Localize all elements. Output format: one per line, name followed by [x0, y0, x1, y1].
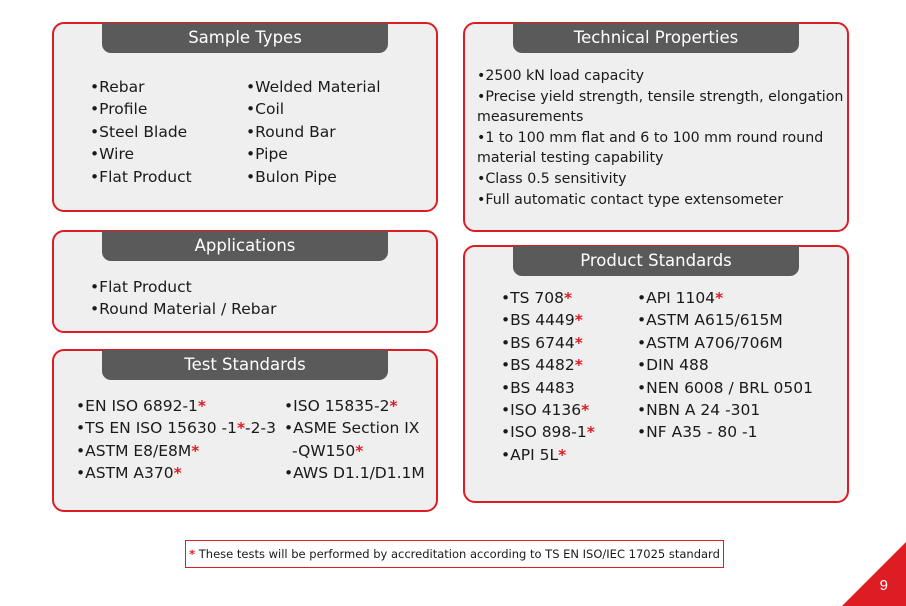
list-item-text: ISO 898-1	[510, 423, 587, 442]
list-item-text: ASTM A615/615M	[646, 311, 783, 330]
product-standards-list-right	[637, 287, 813, 444]
product-standards-panel	[463, 245, 849, 503]
list-item-suffix: -2-3	[245, 419, 276, 438]
list-item	[90, 98, 192, 120]
list-item-text: ASTM E8/E8M	[85, 441, 192, 460]
list-item-text: API 1104	[646, 289, 716, 307]
accreditation-asterisk: *	[355, 441, 364, 460]
list-item	[501, 421, 595, 443]
list-item	[477, 190, 847, 211]
list-item-text: BS 6744	[510, 333, 575, 352]
list-item	[284, 417, 425, 439]
list-item	[501, 309, 595, 331]
accreditation-asterisk: *	[715, 289, 724, 307]
list-item	[90, 276, 277, 298]
list-item-text: -QW150	[292, 441, 356, 460]
list-item-text: ASME Section IX	[293, 419, 420, 438]
technical-properties-panel	[463, 22, 849, 232]
list-item-text: Steel Blade	[99, 122, 188, 141]
list-item	[76, 417, 276, 439]
list-item-text: ISO 15835-2	[293, 397, 390, 415]
list-item	[90, 76, 192, 98]
list-item-text: Rebar	[99, 78, 145, 96]
list-item	[246, 98, 381, 120]
sample-types-header: Sample Types	[102, 23, 388, 53]
accreditation-asterisk: *	[574, 356, 583, 375]
list-item-text: 2500 kN load capacity	[485, 68, 645, 84]
list-item-text: Wire	[99, 145, 135, 164]
sample-types-panel	[52, 22, 438, 212]
list-item-text: TS EN ISO 15630 -1	[85, 419, 237, 438]
list-item-text: ASTM A370	[85, 464, 174, 483]
list-item	[284, 395, 425, 417]
list-item-text: Bulon Pipe	[255, 167, 337, 186]
list-item	[637, 287, 813, 309]
sample-types-list-right	[246, 76, 381, 188]
list-item-text: 1 to 100 mm flat and 6 to 100 mm round round material testing capability	[477, 129, 824, 167]
list-item	[246, 76, 381, 98]
footnote-text: These tests will be performed by accreditation according to TS EN ISO/IEC 17025 standard	[198, 547, 720, 561]
list-item	[501, 354, 595, 376]
list-item	[76, 462, 276, 484]
list-item	[284, 462, 425, 484]
page-number: 9	[879, 577, 888, 594]
footnote-asterisk: *	[189, 547, 196, 561]
technical-properties-header: Technical Properties	[513, 23, 799, 53]
product-standards-list-left	[501, 287, 595, 466]
list-item-text: ISO 4136	[510, 401, 582, 420]
list-item-text: AWS D1.1/D1.1M	[293, 464, 425, 483]
list-item-text: BS 4483	[510, 378, 575, 397]
technical-properties-list	[477, 66, 847, 210]
list-item-text: BS 4449	[510, 311, 575, 330]
list-item	[284, 440, 425, 462]
list-item-text: Welded Material	[255, 78, 381, 96]
applications-list	[90, 276, 277, 321]
list-item	[501, 332, 595, 354]
list-item-text: Class 0.5 sensitivity	[485, 170, 627, 187]
product-standards-header: Product Standards	[513, 246, 799, 276]
accreditation-asterisk: *	[173, 464, 182, 483]
accreditation-asterisk: *	[563, 289, 573, 307]
list-item	[76, 440, 276, 462]
list-item	[477, 128, 847, 169]
list-item-text: NEN 6008 / BRL 0501	[646, 378, 814, 397]
list-item	[90, 298, 277, 320]
list-item	[477, 169, 847, 190]
list-item-text: Precise yield strength, tensile strength, elongation measurements	[477, 88, 844, 126]
list-item	[637, 377, 813, 399]
list-item	[90, 121, 192, 143]
test-standards-panel	[52, 349, 438, 512]
applications-panel	[52, 230, 438, 333]
list-item	[90, 166, 192, 188]
applications-header: Applications	[102, 231, 388, 261]
list-item-text: NF A35 - 80 -1	[646, 423, 758, 442]
list-item-text: NBN A 24 -301	[646, 401, 761, 420]
list-item-text: ASTM A706/706M	[646, 333, 783, 352]
accreditation-asterisk: *	[586, 423, 595, 442]
list-item	[637, 332, 813, 354]
list-item-text: Round Material / Rebar	[99, 300, 277, 319]
accreditation-asterisk: *	[197, 397, 207, 415]
test-standards-header: Test Standards	[102, 350, 388, 380]
list-item-text: TS 708	[510, 289, 564, 307]
list-item-text: DIN 488	[646, 356, 709, 375]
list-item	[477, 66, 847, 87]
list-item	[90, 143, 192, 165]
list-item-text: Coil	[255, 100, 285, 119]
test-standards-list-left	[76, 395, 276, 485]
sample-types-list-left	[90, 76, 192, 188]
list-item	[246, 143, 381, 165]
list-item	[477, 87, 847, 128]
accreditation-asterisk: *	[558, 445, 567, 464]
list-item	[246, 166, 381, 188]
list-item	[76, 395, 276, 417]
accreditation-asterisk: *	[191, 441, 200, 460]
list-item-text: API 5L	[510, 445, 559, 464]
page-corner-triangle	[842, 542, 906, 606]
list-item-text: Flat Product	[99, 278, 192, 296]
list-item	[246, 121, 381, 143]
list-item	[501, 399, 595, 421]
list-item-text: BS 4482	[510, 356, 575, 375]
test-standards-list-right	[284, 395, 425, 485]
accreditation-asterisk: *	[236, 419, 246, 438]
accreditation-footnote	[185, 540, 724, 568]
list-item	[501, 287, 595, 309]
list-item-text: EN ISO 6892-1	[85, 397, 198, 415]
accreditation-asterisk: *	[574, 311, 583, 330]
list-item	[501, 377, 595, 399]
list-item-text: Profile	[99, 100, 148, 119]
list-item-text: Pipe	[255, 145, 288, 164]
list-item-text: Round Bar	[255, 122, 336, 141]
accreditation-asterisk: *	[389, 397, 398, 415]
list-item	[637, 354, 813, 376]
list-item	[637, 421, 813, 443]
accreditation-asterisk: *	[581, 401, 590, 420]
accreditation-asterisk: *	[574, 333, 583, 352]
list-item	[637, 309, 813, 331]
list-item	[501, 444, 595, 466]
list-item-text: Flat Product	[99, 167, 192, 186]
list-item-text: Full automatic contact type extensometer	[485, 191, 784, 208]
list-item	[637, 399, 813, 421]
